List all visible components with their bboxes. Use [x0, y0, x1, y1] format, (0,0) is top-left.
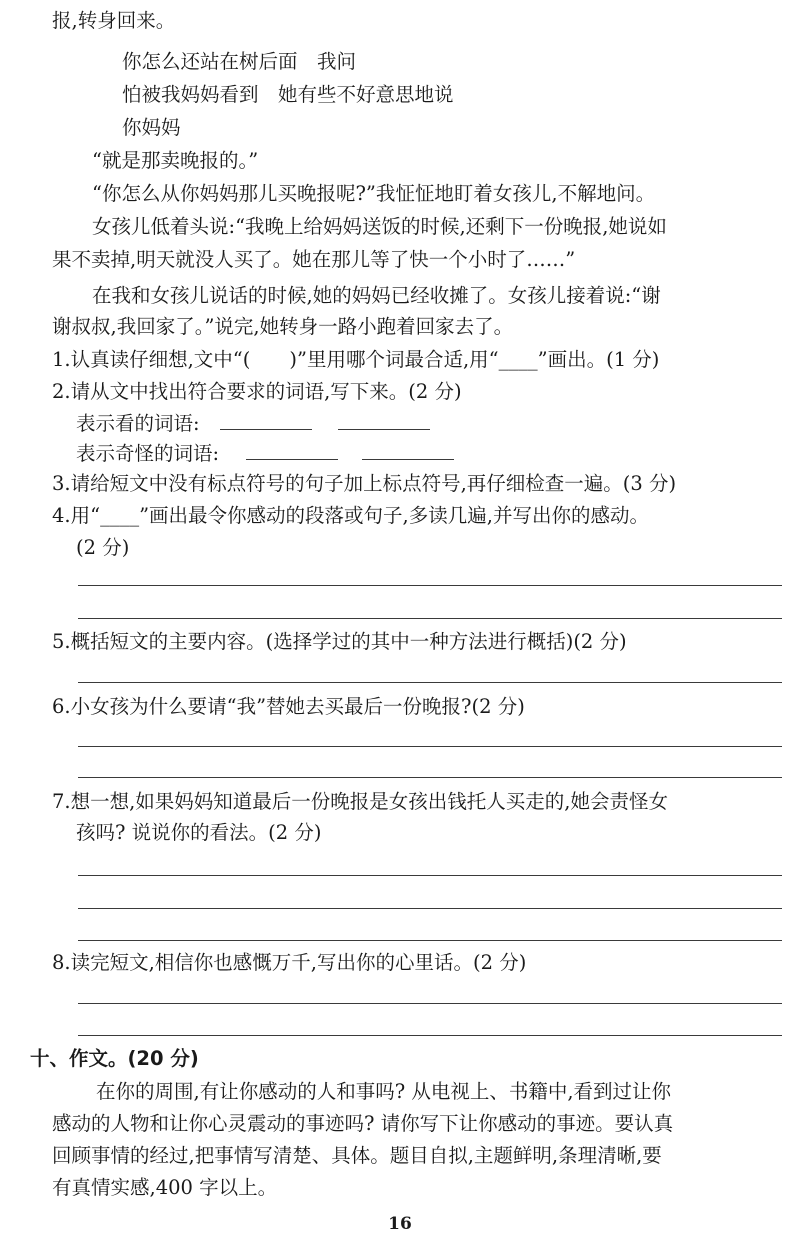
essay-line: 感动的人物和让你心灵震动的事迹吗? 请你写下让你感动的事迹。要认真 [52, 1112, 674, 1135]
passage-line: 在我和女孩儿说话的时候,她的妈妈已经收摊了。女孩儿接着说:“谢 [92, 284, 661, 307]
passage-line: 你妈妈 [122, 116, 181, 139]
question-4: 4.用“____”画出最令你感动的段落或句子,多读几遍,并写出你的感动。 [52, 504, 649, 527]
passage-line: 怕被我妈妈看到 她有些不好意思地说 [122, 83, 454, 106]
question-2: 2.请从文中找出符合要求的词语,写下来。(2 分) [52, 380, 462, 403]
passage-line: 谢叔叔,我回家了。”说完,她转身一路小跑着回家去了。 [52, 315, 514, 338]
answer-line[interactable] [78, 618, 782, 619]
answer-blank[interactable] [220, 429, 312, 430]
question-7-cont: 孩吗? 说说你的看法。(2 分) [76, 821, 322, 844]
question-2-seeing-words [76, 409, 200, 439]
answer-line[interactable] [78, 940, 782, 941]
answer-line[interactable] [78, 1035, 782, 1036]
question-2-strange-words [76, 439, 219, 469]
question-2-strange-label: 表示奇怪的词语: [76, 442, 220, 465]
question-7: 7.想一想,如果妈妈知道最后一份晚报是女孩出钱托人买走的,她会责怪女 [52, 790, 669, 813]
question-5: 5.概括短文的主要内容。(选择学过的其中一种方法进行概括)(2 分) [52, 630, 627, 653]
question-6: 6.小女孩为什么要请“我”替她去买最后一份晚报?(2 分) [52, 695, 525, 718]
question-2-seeing-label: 表示看的词语: [76, 412, 200, 435]
answer-line[interactable] [78, 777, 782, 778]
answer-line[interactable] [78, 1003, 782, 1004]
answer-blank[interactable] [362, 459, 454, 460]
question-1: 1.认真读仔细想,文中“( )”里用哪个词最合适,用“____”画出。(1 分) [52, 348, 660, 371]
answer-blank[interactable] [338, 429, 430, 430]
passage-line: “就是那卖晚报的。” [92, 149, 259, 172]
answer-line[interactable] [78, 682, 782, 683]
passage-line: 报,转身回来。 [52, 9, 176, 32]
essay-line: 有真情实感,400 字以上。 [52, 1176, 278, 1199]
essay-line: 回顾事情的经过,把事情写清楚、具体。题目自拟,主题鲜明,条理清晰,要 [52, 1144, 662, 1167]
question-8: 8.读完短文,相信你也感慨万千,写出你的心里话。(2 分) [52, 951, 527, 974]
essay-heading: 十、作文。(20 分) [30, 1047, 199, 1070]
page-number: 16 [388, 1214, 412, 1234]
answer-line[interactable] [78, 746, 782, 747]
question-3: 3.请给短文中没有标点符号的句子加上标点符号,再仔细检查一遍。(3 分) [52, 472, 677, 495]
passage-line: 你怎么还站在树后面 我问 [122, 50, 357, 73]
essay-line: 在你的周围,有让你感动的人和事吗? 从电视上、书籍中,看到过让你 [96, 1080, 672, 1103]
answer-blank[interactable] [246, 459, 338, 460]
question-4-score: (2 分) [76, 536, 130, 559]
answer-line[interactable] [78, 908, 782, 909]
passage-line: “你怎么从你妈妈那儿买晚报呢?”我怔怔地盯着女孩儿,不解地问。 [92, 182, 656, 205]
answer-line[interactable] [78, 875, 782, 876]
passage-line: 女孩儿低着头说:“我晚上给妈妈送饭的时候,还剩下一份晚报,她说如 [92, 215, 667, 238]
answer-line[interactable] [78, 585, 782, 586]
passage-line: 果不卖掉,明天就没人买了。她在那儿等了快一个小时了……” [52, 248, 576, 271]
